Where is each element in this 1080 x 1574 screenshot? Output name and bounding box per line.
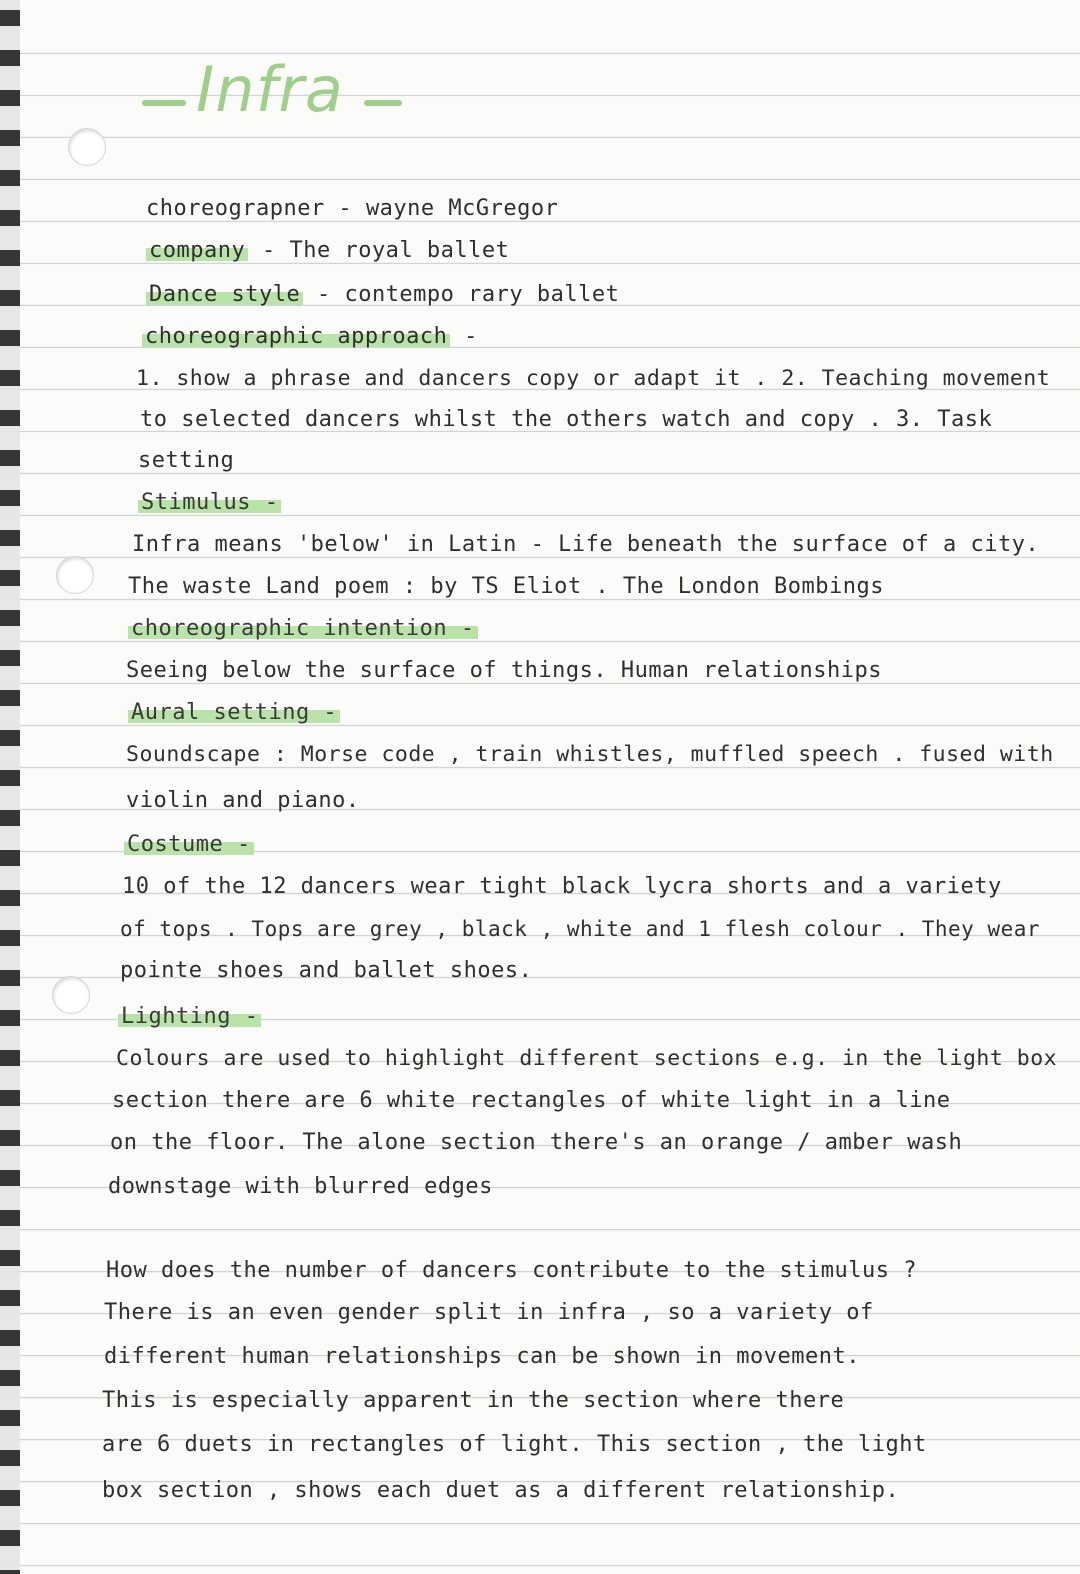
field-label: Dance style [146, 282, 303, 307]
field-label: choreograpner [146, 196, 325, 221]
punch-hole-bottom [52, 976, 90, 1014]
field-value: contempo rary ballet [344, 282, 620, 307]
field-sep: - [324, 196, 366, 221]
aural-line-2: violin and piano. [126, 788, 360, 813]
title-underline-right [364, 100, 402, 106]
field-choreographer [146, 194, 558, 224]
costume-line-3: pointe shoes and ballet shoes. [120, 958, 533, 983]
stimulus-line-2: The waste Land poem : by TS Eliot . The London Bombings [128, 574, 884, 599]
aural-heading: Aural setting - [128, 698, 340, 728]
stimulus-line-1: Infra means 'below' in Latin - Life beneath the surface of a city. [132, 532, 1040, 557]
field-sep: - [450, 324, 478, 349]
approach-line-2: to selected dancers whilst the others watch and copy . 3. Task [140, 407, 993, 432]
lighting-line-3: on the floor. The alone section there's an orange / amber wash [110, 1130, 963, 1155]
page-title: Infra [196, 53, 344, 126]
costume-line-1: 10 of the 12 dancers wear tight black lycra shorts and a variety [122, 874, 1002, 899]
aural-line-1: Soundscape : Morse code , train whistles, muffled speech . fused with [126, 742, 1054, 767]
costume-heading: Costume - [124, 830, 254, 860]
field-dance-style [146, 280, 619, 310]
punch-hole-top [68, 128, 106, 166]
field-company [146, 236, 509, 266]
intention-heading: choreographic intention - [128, 614, 478, 644]
field-choreographic-approach [142, 322, 478, 352]
question-line-6: box section , shows each duet as a different relationship. [102, 1478, 900, 1503]
field-label: choreographic approach [142, 324, 450, 349]
lighting-line-4: downstage with blurred edges [108, 1174, 493, 1199]
field-label: company [146, 238, 248, 263]
field-sep: - [248, 238, 290, 263]
field-value: wayne McGregor [365, 196, 559, 221]
field-value: The royal ballet [289, 238, 510, 263]
title-underline-left [142, 100, 186, 106]
approach-line-3: setting [138, 448, 235, 473]
question-line-3: different human relationships can be shown in movement. [104, 1344, 860, 1369]
lighting-line-1: Colours are used to highlight different sections e.g. in the light box [116, 1046, 1058, 1071]
intention-line-1: Seeing below the surface of things. Human relationships [126, 658, 882, 683]
lighting-heading: Lighting - [118, 1002, 261, 1032]
question-line-4: This is especially apparent in the section where there [102, 1388, 845, 1413]
question-line-5: are 6 duets in rectangles of light. This section , the light [102, 1432, 927, 1457]
approach-line-1: 1. show a phrase and dancers copy or adapt it . 2. Teaching movement [136, 366, 1051, 391]
costume-line-2: of tops . Tops are grey , black , white and 1 flesh colour . They wear [120, 917, 1041, 941]
title-block [142, 53, 402, 126]
question-line-1: How does the number of dancers contribute to the stimulus ? [106, 1258, 917, 1283]
field-sep: - [303, 282, 345, 307]
stimulus-heading: Stimulus - [138, 488, 281, 518]
notebook-spiral-edge [0, 0, 20, 1574]
punch-hole-middle [56, 556, 94, 594]
lighting-line-2: section there are 6 white rectangles of white light in a line [112, 1088, 951, 1113]
question-line-2: There is an even gender split in infra , so a variety of [104, 1300, 874, 1325]
